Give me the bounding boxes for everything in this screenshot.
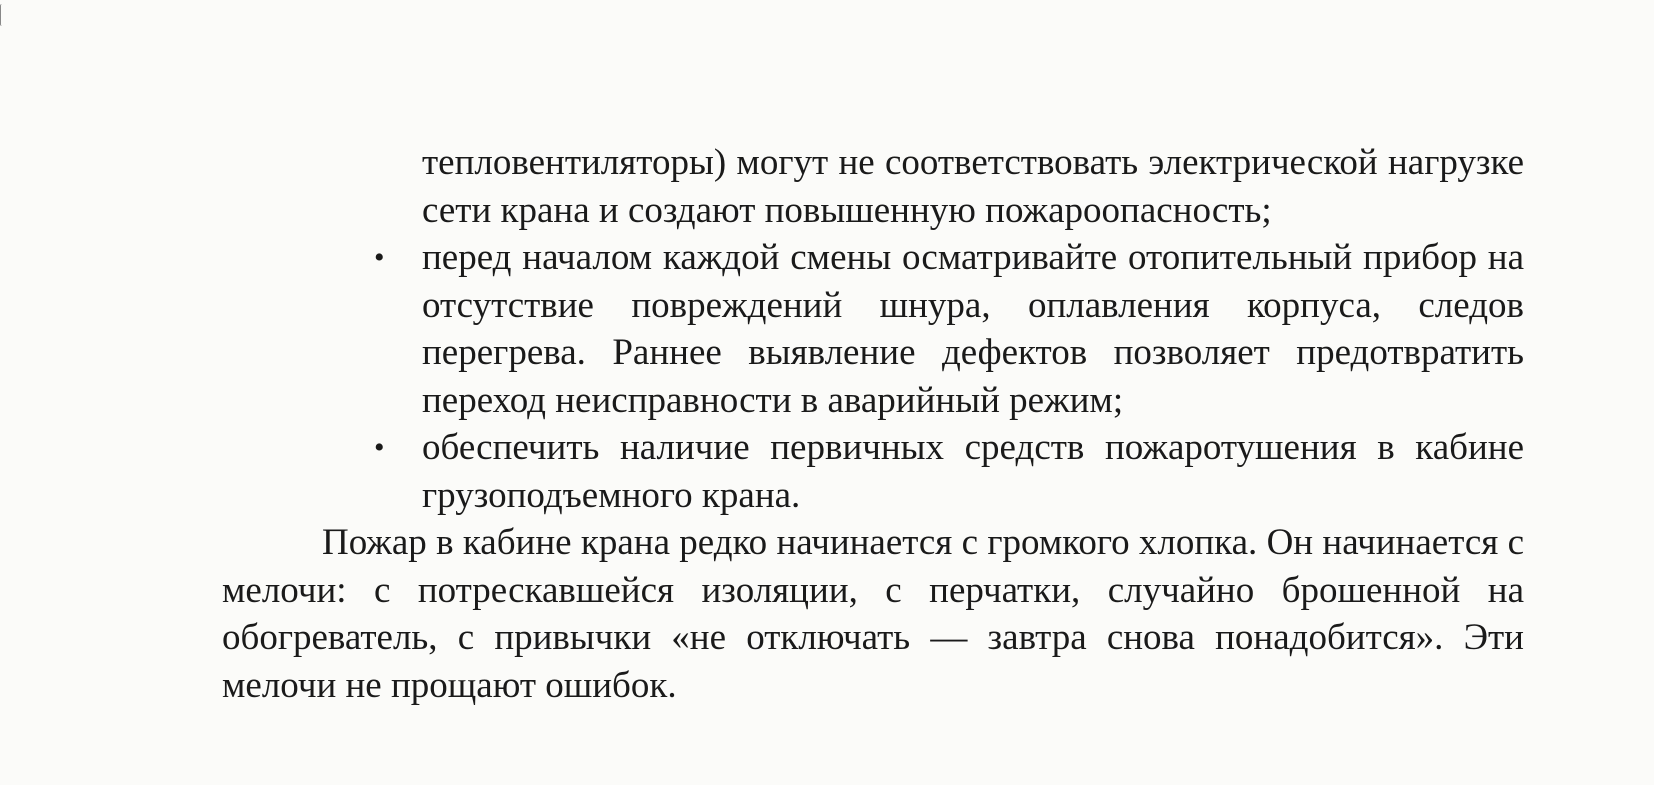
bullet-list [222, 139, 1524, 519]
list-item-text: тепловентиляторы) могут не соответствовать электрической нагрузке сети крана и создают повышенную пожароопасность; [422, 142, 1524, 231]
scan-edge-mark [0, 4, 4, 26]
bullet-marker: • [374, 431, 385, 464]
list-item [374, 234, 1524, 424]
list-item [374, 424, 1524, 519]
list-item-continuation [422, 139, 1524, 234]
bullet-marker: • [374, 241, 385, 274]
list-item-text: перед началом каждой смены осматривайте отопительный прибор на отсутствие повреждений шнура, оплавления корпуса, следов перегрева. Раннее выявление дефектов позволяет предотвратить переход неисправности в аварийный режим; [422, 237, 1524, 421]
list-item-text: обеспечить наличие первичных средств пожаротушения в кабине грузоподъемного крана. [422, 427, 1524, 516]
document-body [222, 139, 1524, 709]
body-paragraph: Пожар в кабине крана редко начинается с громкого хлопка. Он начинается с мелочи: с потрескавшейся изоляции, с перчатки, случайно брошенной на обогреватель, с привычки «не отключать — завтра снова понадобится». Эти мелочи не прощают ошибок. [222, 522, 1524, 706]
